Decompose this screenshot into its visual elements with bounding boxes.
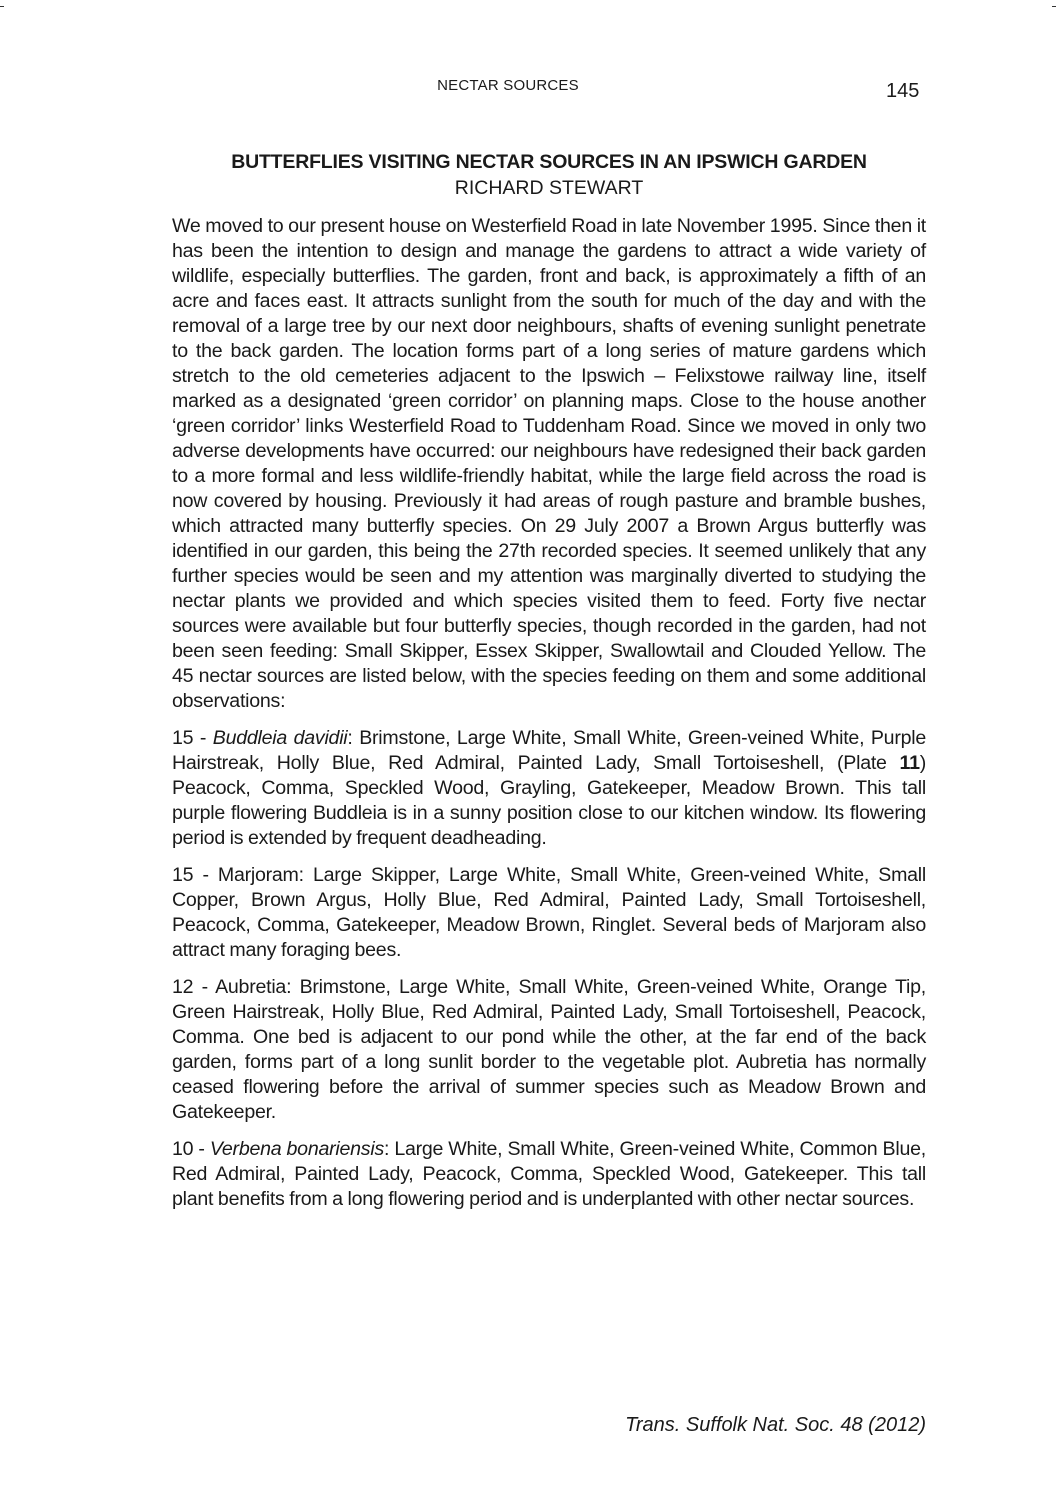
plant-name: Verbena bonariensis	[209, 1138, 384, 1160]
nectar-entry-aubretia: 12 - Aubretia: Brimstone, Large White, Small White, Green-veined White, Orange Tip, Green Hairstreak, Holly Blue, Red Admiral, Painted Lady, Small Tortoiseshell, Peacock, Comma. One bed is adjacent to our pond while the other, at the far end of the back garden, forms part of a long sunlit border to the vegetable plot. Aubretia has normally ceased flowering before the arrival of summer species such as Meadow Brown and Gatekeeper.	[172, 976, 926, 1123]
crop-mark-right	[1052, 6, 1056, 7]
plant-suffix: :	[347, 727, 353, 749]
nectar-entry-verbena	[172, 1137, 926, 1212]
entry-count: 15 -	[172, 727, 213, 749]
nectar-entry-buddleia	[172, 726, 926, 851]
intro-paragraph: We moved to our present house on Westerfield Road in late November 1995. Since then it has been the intention to design and manage the gardens to attract a wide variety of wildlife, especially butterflies. The garden, front and back, is approximately a fifth of an acre and faces east. It attracts sunlight from the south for much of the day and with the removal of a large tree by our next door neighbours, shafts of evening sunlight penetrate to the back garden. The location forms part of a long series of mature gardens which stretch to the old cemeteries adjacent to the Ipswich – Felixstowe railway line, itself marked as a designated ‘green corridor’ on planning maps. Close to the house another ‘green corridor’ links Westerfield Road to Tuddenham Road. Since we moved in only two adverse developments have occurred: our neighbours have redesigned their back garden to a more formal and less wildlife-friendly habitat, while the large field across the road is now covered by housing. Previously it had areas of rough pasture and bramble bushes, which attracted many butterfly species. On 29 July 2007 a Brown Argus butterfly was identified in our garden, this being the 27th recorded species. It seemed unlikely that any further species would be seen and my attention was marginally diverted to studying the nectar plants we provided and which species visited them to feed. Forty five nectar sources were available but four butterfly species, though recorded in the garden, had not been seen feeding: Small Skipper, Essex Skipper, Swallowtail and Clouded Yellow. The 45 nectar sources are listed below, with the species feeding on them and some additional observations:	[172, 215, 926, 712]
article-body	[172, 214, 926, 1224]
journal-citation: Trans. Suffolk Nat. Soc. 48 (2012)	[625, 1414, 926, 1436]
plant-name: Buddleia davidii	[212, 727, 348, 749]
running-head: NECTAR SOURCES	[437, 77, 579, 94]
article-author: RICHARD STEWART	[454, 177, 644, 199]
nectar-entry-marjoram: 15 - Marjoram: Large Skipper, Large White, Small White, Green-veined White, Small Copper, Brown Argus, Holly Blue, Red Admiral, Painted Lady, Small Tortoiseshell, Peacock, Comma, Gatekeeper, Meadow Brown, Ringlet. Several beds of Marjoram also attract many foraging bees.	[172, 864, 926, 961]
plate-reference: 11	[899, 752, 920, 774]
entry-description: ) Peacock, Comma, Speckled Wood, Grayling, Gatekeeper, Meadow Brown. This tall purple flowering Buddleia is in a sunny position close to our kitchen window. Its flowering period is extended by frequent deadheading.	[172, 752, 926, 849]
entry-species-text: : Large White, Small White, Green-veined White, Common Blue, Red Admiral, Painted Lady, Peacock, Comma, Speckled Wood, Gatekeeper. This tall plant benefits from a long flowering period and is underplanted with other nectar sources.	[172, 1138, 926, 1210]
article-title: BUTTERFLIES VISITING NECTAR SOURCES IN AN IPSWICH GARDEN	[231, 151, 867, 173]
crop-mark-left	[0, 6, 4, 7]
page-number: 145	[886, 80, 920, 102]
entry-count: 10 -	[172, 1138, 210, 1160]
entry-species-text: Brimstone, Large White, Small White, Green-veined White, Purple Hairstreak, Holly Blue, Red Admiral, Painted Lady, Small Tortoiseshell, (Plate	[172, 727, 926, 774]
